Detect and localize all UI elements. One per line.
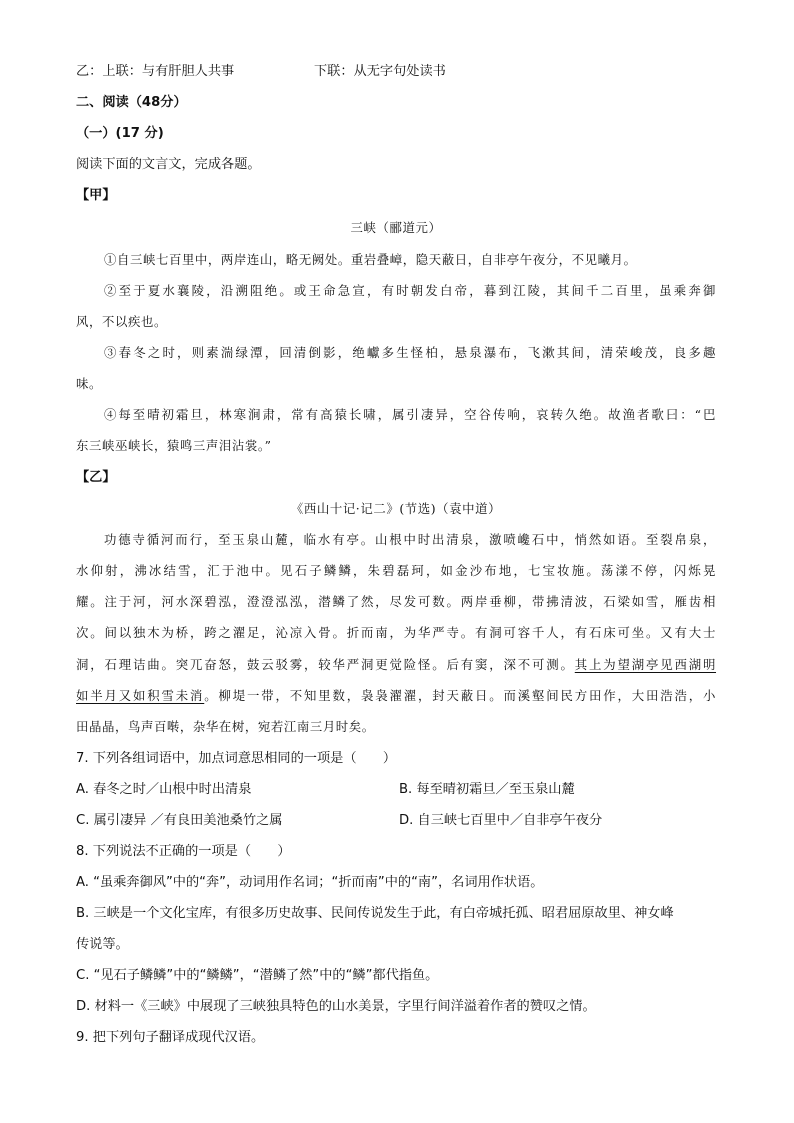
question-7-option-b: B. 每至晴初霜旦／至玉泉山麓 — [399, 782, 575, 797]
jia-paragraph-4-cont: 东三峡巫峡长，猿鸣三声泪沾裳。” — [76, 438, 272, 453]
yi-line-5 — [76, 655, 716, 675]
couplet-lower: 下联：从无字句处读书 — [314, 64, 446, 79]
question-8-option-a: A. “虽乘奔御风”中的“奔”，动词用作名词；“折而南”中的“南”，名词用作状语。 — [76, 875, 544, 890]
yi-line-6 — [76, 686, 716, 706]
jia-title: 三峡（郦道元） — [350, 220, 442, 235]
jia-paragraph-2: ②至于夏水襄陵，沿溯阻绝。或王命急宣，有时朝发白帝，暮到江陵，其间千二百里，虽乘奔御 — [104, 283, 716, 298]
yi-line-1: 功德寺循河而行，至玉泉山麓，临水有亭。山根中时出清泉，激喷巉石中，悄然如语。至裂帛泉， — [104, 532, 716, 547]
yi-line-6-text: 。柳堤一带，不知里数，袅袅濯濯，封天蔽日。而溪壑间民方田作，大田浩浩，小 — [204, 688, 716, 703]
yi-line-5-text: 洞，石理诘曲。突兀奋怒，鼓云驳雾，较华严洞更觉险怪。后有窦，深不可测。 — [76, 657, 575, 672]
instruction: 阅读下面的文言文，完成各题。 — [76, 157, 261, 172]
yi-line-2: 水仰射，沸冰结雪，汇于池中。见石子鳞鳞，朱碧磊珂，如金沙布地，七宝妆施。荡漾不停，闪烁晃 — [76, 563, 716, 578]
yi-line-7: 田晶晶，鸟声百啭，杂华在树，宛若江南三月时矣。 — [76, 719, 375, 734]
yi-line-4: 次。间以独木为桥，跨之濯足，沁凉入骨。折而南，为华严寺。有洞可容千人，有石床可坐。又有大士 — [76, 625, 716, 640]
jia-label: 【甲】 — [76, 188, 116, 203]
part-title: （一）(17 分) — [76, 126, 164, 141]
question-7-option-d: D. 自三峡七百里中／自非亭午夜分 — [399, 813, 603, 828]
question-9-stem: 9. 把下列句子翻译成现代汉语。 — [76, 1030, 265, 1045]
question-7-option-c: C. 属引凄异 ／有良田美池桑竹之属 — [76, 813, 283, 828]
question-8-option-b-cont: 传说等。 — [76, 937, 129, 952]
jia-paragraph-1: ①自三峡七百里中，两岸连山，略无阙处。重岩叠嶂，隐天蔽日，自非亭午夜分，不见曦月。 — [104, 252, 637, 267]
jia-paragraph-3-cont: 味。 — [76, 376, 102, 391]
question-7-stem: 7. 下列各组词语中，加点词意思相同的一项是（ ） — [76, 751, 397, 766]
jia-paragraph-3: ③春冬之时，则素湍绿潭，回清倒影，绝巘多生怪柏，悬泉瀑布，飞漱其间，清荣峻茂，良多趣 — [104, 345, 716, 360]
section-title: 二、阅读（48分） — [76, 95, 187, 110]
question-8-stem: 8. 下列说法不正确的一项是（ ） — [76, 844, 291, 859]
underlined-sentence-part1: 其上为望湖亭见西湖明 — [574, 657, 717, 672]
underlined-sentence-part2: 如半月又如积雪未消 — [76, 688, 205, 703]
question-7-option-a: A. 春冬之时／山根中时出清泉 — [76, 782, 252, 797]
yi-label: 【乙】 — [76, 470, 116, 485]
jia-paragraph-4: ④每至晴初霜旦，林寒涧肃，常有高猿长啸，属引凄异，空谷传响，哀转久绝。故渔者歌曰：“巴 — [104, 407, 716, 422]
jia-paragraph-2-cont: 风，不以疾也。 — [76, 314, 167, 329]
yi-line-3: 耀。注于河，河水深碧泓，澄澄泓泓，潜鳞了然，尽发可数。两岸垂柳，带拂清波，石梁如雪，雁齿相 — [76, 594, 716, 609]
yi-title: 《西山十记·记二》(节选)（袁中道） — [290, 501, 502, 516]
couplet-upper: 乙：上联：与有肝胆人共事 — [76, 64, 235, 79]
question-8-option-c: C. “见石子鳞鳞”中的“鳞鳞”，“潜鳞了然”中的“鳞”都代指鱼。 — [76, 968, 439, 983]
question-8-option-b: B. 三峡是一个文化宝库，有很多历史故事、民间传说发生于此，有白帝城托孤、昭君屈原故里、神女峰 — [76, 906, 674, 921]
question-8-option-d: D. 材料一《三峡》中展现了三峡独具特色的山水美景，字里行间洋溢着作者的赞叹之情。 — [76, 999, 596, 1014]
